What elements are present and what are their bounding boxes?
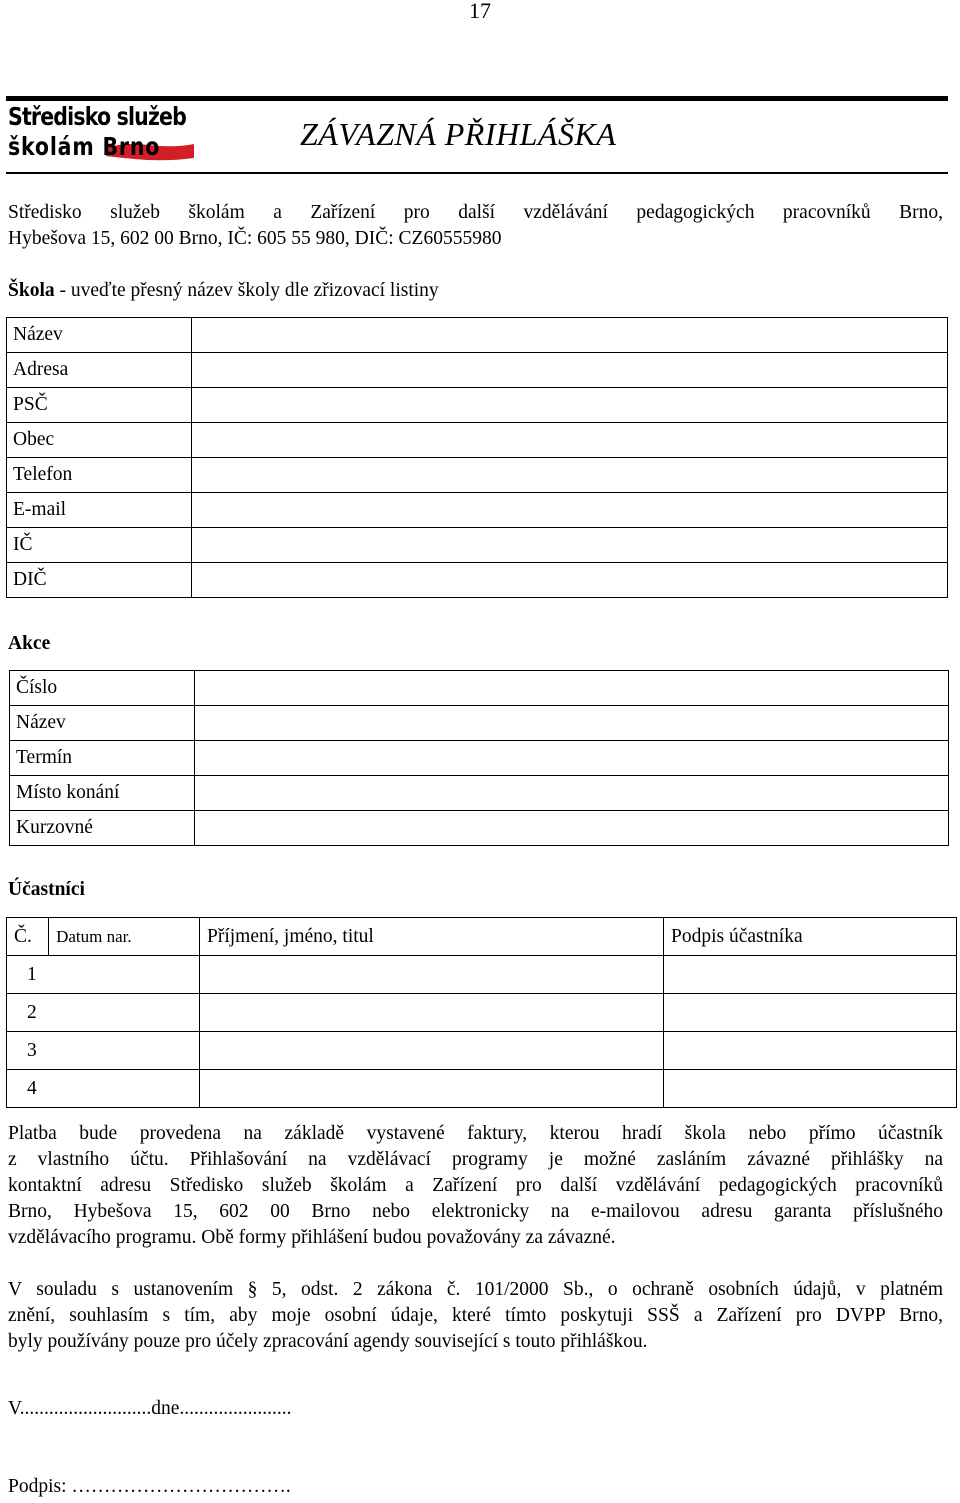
school-heading-bold: Škola — [8, 280, 55, 301]
header-rule-thick — [6, 96, 948, 101]
event-row — [10, 776, 949, 811]
event-field-input[interactable] — [195, 741, 949, 776]
participant-row — [7, 956, 957, 994]
school-row — [7, 388, 948, 423]
consent-line: byly používány pouze pro účely zpracování agendy související s touto přihláškou. — [8, 1331, 648, 1352]
event-row — [10, 706, 949, 741]
column-header-signature: Podpis účastníka — [664, 918, 957, 956]
school-field-input[interactable] — [192, 458, 948, 493]
participant-number: 2 — [7, 994, 200, 1032]
event-field-input[interactable] — [195, 811, 949, 846]
signature-line[interactable]: Podpis: ……………………………. — [8, 1476, 291, 1497]
participant-signature-input[interactable] — [664, 1032, 957, 1070]
participant-signature-input[interactable] — [664, 994, 957, 1032]
consent-line: V souladu s ustanovením § 5, odst. 2 zákona č. 101/2000 Sb., o ochraně osobních údajů, v platném — [8, 1279, 943, 1300]
event-field-input[interactable] — [195, 776, 949, 811]
participant-name-input[interactable] — [200, 994, 664, 1032]
event-section-heading: Akce — [8, 633, 51, 654]
organizer-info — [8, 200, 943, 252]
event-field-label: Název — [10, 706, 195, 741]
school-field-label: Obec — [7, 423, 192, 458]
school-field-input[interactable] — [192, 353, 948, 388]
school-field-input[interactable] — [192, 528, 948, 563]
event-field-input[interactable] — [195, 706, 949, 741]
participant-name-input[interactable] — [200, 956, 664, 994]
school-heading-rest: - uveďte přesný název školy dle zřizovací listiny — [54, 280, 439, 301]
school-field-label: Název — [7, 318, 192, 353]
school-row — [7, 563, 948, 598]
event-row — [10, 811, 949, 846]
participants-table — [6, 917, 957, 1108]
payment-line: Platba bude provedena na základě vystavené faktury, kterou hradí škola nebo přímo účastník — [8, 1123, 943, 1144]
page-number: 17 — [469, 0, 491, 23]
school-field-label: E-mail — [7, 493, 192, 528]
logo-text-line1: Středisko služeb — [8, 102, 187, 131]
school-table — [6, 317, 948, 598]
participant-signature-input[interactable] — [664, 956, 957, 994]
organizer-line: Středisko služeb školám a Zařízení pro další vzdělávání pedagogických pracovníků Brno, — [8, 202, 943, 223]
event-field-label: Termín — [10, 741, 195, 776]
participant-name-input[interactable] — [200, 1070, 664, 1108]
school-row — [7, 493, 948, 528]
school-field-label: PSČ — [7, 388, 192, 423]
school-field-input[interactable] — [192, 388, 948, 423]
school-row — [7, 353, 948, 388]
school-field-label: IČ — [7, 528, 192, 563]
organizer-line: Hybešova 15, 602 00 Brno, IČ: 605 55 980, DIČ: CZ60555980 — [8, 228, 502, 249]
payment-line: z vlastního účtu. Přihlašování na vzdělávací programy je možné zasláním závazné přihlášky na — [8, 1149, 943, 1170]
school-field-label: DIČ — [7, 563, 192, 598]
school-field-input[interactable] — [192, 423, 948, 458]
payment-line: vzdělávacího programu. Obě formy přihlášení budou považovány za závazné. — [8, 1227, 616, 1248]
school-field-label: Telefon — [7, 458, 192, 493]
participant-signature-input[interactable] — [664, 1070, 957, 1108]
school-row — [7, 528, 948, 563]
header-rule-thin — [6, 172, 948, 174]
school-field-input[interactable] — [192, 563, 948, 598]
event-table — [9, 670, 949, 846]
place-date-line[interactable]: V...........................dne....................... — [8, 1398, 292, 1419]
column-header-name: Příjmení, jméno, titul — [200, 918, 664, 956]
school-row — [7, 318, 948, 353]
school-row — [7, 423, 948, 458]
event-row — [10, 741, 949, 776]
school-field-input[interactable] — [192, 318, 948, 353]
participants-section-heading: Účastníci — [8, 879, 85, 900]
payment-line: Brno, Hybešova 15, 602 00 Brno nebo elektronicky na e-mailovou adresu garanta příslušného — [8, 1201, 943, 1222]
school-section-heading — [8, 280, 439, 302]
participant-row — [7, 1070, 957, 1108]
event-field-label: Místo konání — [10, 776, 195, 811]
column-header-birth-date: Datum nar. — [49, 918, 200, 956]
participant-number: 3 — [7, 1032, 200, 1070]
participant-row — [7, 1032, 957, 1070]
school-field-label: Adresa — [7, 353, 192, 388]
form-title: ZÁVAZNÁ PŘIHLÁŠKA — [300, 116, 617, 152]
organization-logo — [8, 102, 196, 166]
participants-header-row — [7, 918, 957, 956]
logo-text-line2: školám Brno — [8, 132, 161, 161]
event-row — [10, 671, 949, 706]
event-field-label: Číslo — [10, 671, 195, 706]
participant-name-input[interactable] — [200, 1032, 664, 1070]
payment-line: kontaktní adresu Středisko služeb školám a Zařízení pro další vzdělávání pedagogických pracovníků — [8, 1175, 943, 1196]
consent-info — [8, 1277, 943, 1355]
column-header-number: Č. — [7, 918, 49, 956]
participant-number: 4 — [7, 1070, 200, 1108]
school-row — [7, 458, 948, 493]
payment-info — [8, 1121, 943, 1251]
consent-line: znění, souhlasím s tím, aby moje osobní údaje, které tímto poskytuji SSŠ a Zařízení pro DVPP Brno, — [8, 1305, 943, 1326]
participant-number: 1 — [7, 956, 200, 994]
event-field-input[interactable] — [195, 671, 949, 706]
school-field-input[interactable] — [192, 493, 948, 528]
participant-row — [7, 994, 957, 1032]
event-field-label: Kurzovné — [10, 811, 195, 846]
